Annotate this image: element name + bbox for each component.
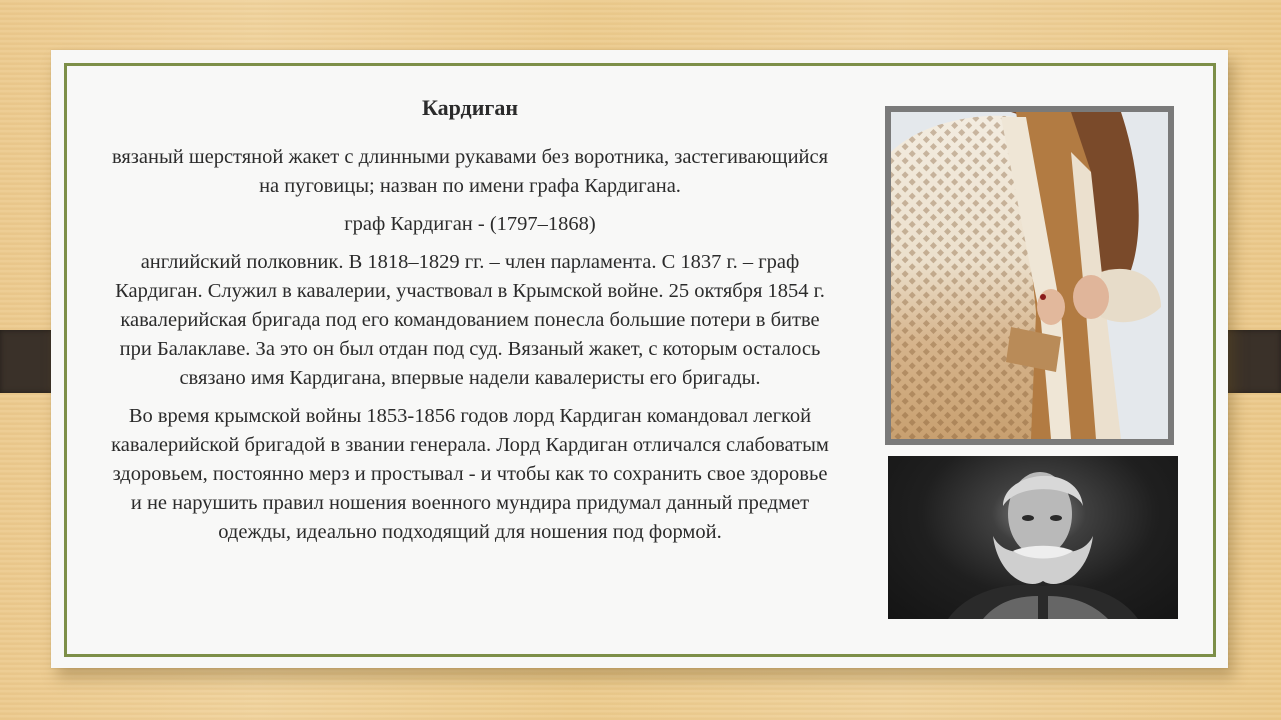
- earl-cardigan-portrait: [888, 456, 1178, 619]
- earl-dates-line: граф Кардиган - (1797–1868): [344, 213, 596, 235]
- definition-paragraph: вязаный шерстяной жакет с длинными рукавами без воротника, застегивающийся на пуговицы; назван по имени графа Кардигана.: [111, 146, 829, 197]
- portrait-image: [888, 456, 1178, 619]
- cardigan-photo: [891, 112, 1168, 439]
- biography-paragraph: английский полковник. В 1818–1829 гг. – член парламента. С 1837 г. – граф Кардиган. Служил в кавалерии, участвовал в Крымской войне. 25 октября 1854 г. кавалерийская бригада под его командованием понесла большие потери в битве при Балаклаве. За это он был отдан под суд. Вязаный жакет, с которым осталось связано имя Кардигана, впервые надели кавалеристы его бригады.: [115, 251, 825, 389]
- history-paragraph: Во время крымской войны 1853-1856 годов лорд Кардиган командовал легкой кавалерийской бригадой в звании генерала. Лорд Кардиган отличался слабоватым здоровьем, постоянно мерз и простывал - и чтобы как то сохранить свое здоровье и не нарушить правил ношения военного мундира придумал данный предмет одежды, идеально подходящий для ношения под формой.: [111, 405, 829, 543]
- cardigan-photo-frame: [885, 106, 1174, 445]
- slide-text-column: [110, 90, 830, 547]
- slide-title: Кардиган: [421, 95, 519, 120]
